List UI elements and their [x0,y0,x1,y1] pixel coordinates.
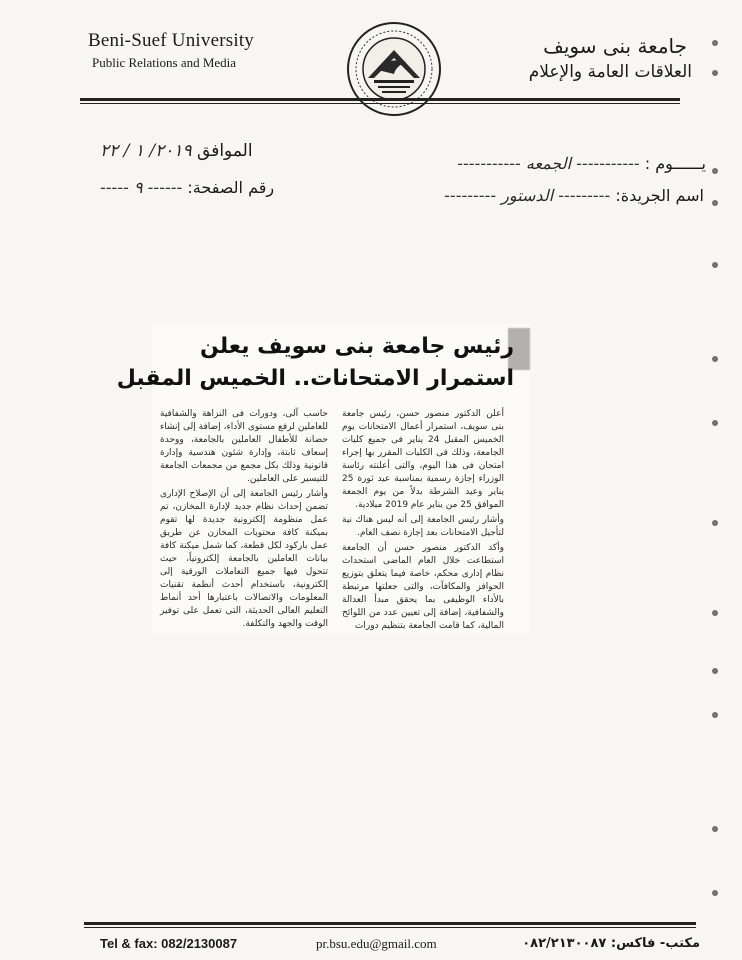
department-name-en: Public Relations and Media [92,55,237,70]
footer-email: pr.bsu.edu@gmail.com [316,936,437,951]
scan-mark [712,356,718,362]
scan-mark [712,420,718,426]
day-label: يــــــوم : [644,154,706,173]
scan-mark [712,668,718,674]
newspaper-label: اسم الجريدة: [615,186,704,205]
date-value: ٢٠١٩/ ١ / ٢٢ [100,141,192,161]
footer-tel-fax: Tel & fax: 082/2130087 [100,936,238,951]
article-headline-line2: استمرار الامتحانات.. الخميس المقبل [116,366,514,391]
scan-mark [712,40,718,46]
university-name-en: Beni-Suef University [88,30,255,51]
scan-mark [712,70,718,76]
page-number-label: رقم الصفحة: [187,178,275,197]
scan-mark [712,610,718,616]
scan-mark [712,520,718,526]
footer-divider-thin [84,927,696,928]
scan-mark [712,890,718,896]
article-paragraph: وأشار رئيس الجامعة إلى أنه ليس هناك نية لتأجيل الامتحانات بعد إجازة نصف العام. [342,515,504,538]
scan-mark [712,826,718,832]
day-field: يــــــوم : ----------- الجمعه ----------- [457,154,706,173]
scan-mark [712,262,718,268]
newspaper-field: اسم الجريدة: --------- الدستور --------- [444,186,704,205]
page-number-value: ٩ [133,178,143,197]
header-divider [80,98,680,101]
article-paragraph: وأشار رئيس الجامعة إلى أن الإصلاح الإدارى تضمن إحداث نظام جديد لإدارة المخازن، تم عمل منظومة إلكترونية جديدة لها تقوم بميكنة كافة محتويات المخازن عن طريق عمل باركود لكل قطعة، كما شمل ميكنة كافة بيانات العاملين بالجامعة إلكترونياً، حيث تتحول فيها جميع التعاملات الورقية إلى إلكترونية، باستخدام أحدث أنظمة تقنيات المعلومات والاتصالات باعتبارها أحد أنماط التعليم العالى الحديثة، التى تعمل على توفير الوقت والجهد والتكلفة. [160,489,328,629]
article-paragraph: حاسب آلى، ودورات فى النزاهة والشفافية للعاملين لرفع مستوى الأداء، إضافة إلى إنشاء حضانة للأطفال العاملين بالجامعة، ووحدة إسعاف ثابتة، وإدارة شئون هندسية وإدارة قانونية وذلك بكل مجمع من مجمعات الجامعة للتيسير على العاملين. [160,409,328,484]
scan-mark [712,200,718,206]
date-label: الموافق [197,141,253,161]
article-headline-line1: رئيس جامعة بنى سويف يعلن [200,334,514,359]
footer-office-fax-ar: مكتب- فاكس: ٠٨٢/٢١٣٠٠٨٧ [522,936,700,951]
department-name-ar: العلاقات العامة والإعلام [528,62,692,82]
day-value: الجمعه [525,154,572,173]
date-field [100,141,253,161]
page-number-field: رقم الصفحة: ------ ٩ ----- [100,178,275,197]
article-paragraph: وأكد الدكتور منصور حسن أن الجامعة استطاعت خلال العام الماضى استحداث نظام إدارى محكم، خاصة فيما يتعلق بتوزيع الحوافز والمكافآت، والتى جعلتها مرتبطة بالأداء الوظيفى بما يحقق مبدأ العدالة والشفافية، إضافة إلى تعيين عدد من اللوائح المالية، كما قامت الجامعة بتنظيم دورات [342,543,504,631]
university-name-ar: جامعة بنى سويف [543,34,687,58]
header-divider-thin [80,103,680,104]
scan-mark [712,168,718,174]
article-column-left [160,408,328,633]
footer-divider [84,922,696,925]
newspaper-value: الدستور [501,186,554,205]
scan-mark [712,712,718,718]
article-paragraph: أعلن الدكتور منصور حسن، رئيس جامعة بنى سويف، استمرار أعمال الامتحانات يوم الخميس المقبل 24 يناير فى جميع كليات الجامعة، وذلك فى الكليات المقرر بها إجراء امتحان فى هذا اليوم، والتى أعلنته رئاسة الوزراء إجازة رسمية بمناسبة عيد ثورة 25 يناير وعيد الشرطة بدلاً من يوم الجمعة الموافق 25 من يناير عام 2019 ميلادية. [342,409,504,510]
article-column-right [342,408,504,635]
